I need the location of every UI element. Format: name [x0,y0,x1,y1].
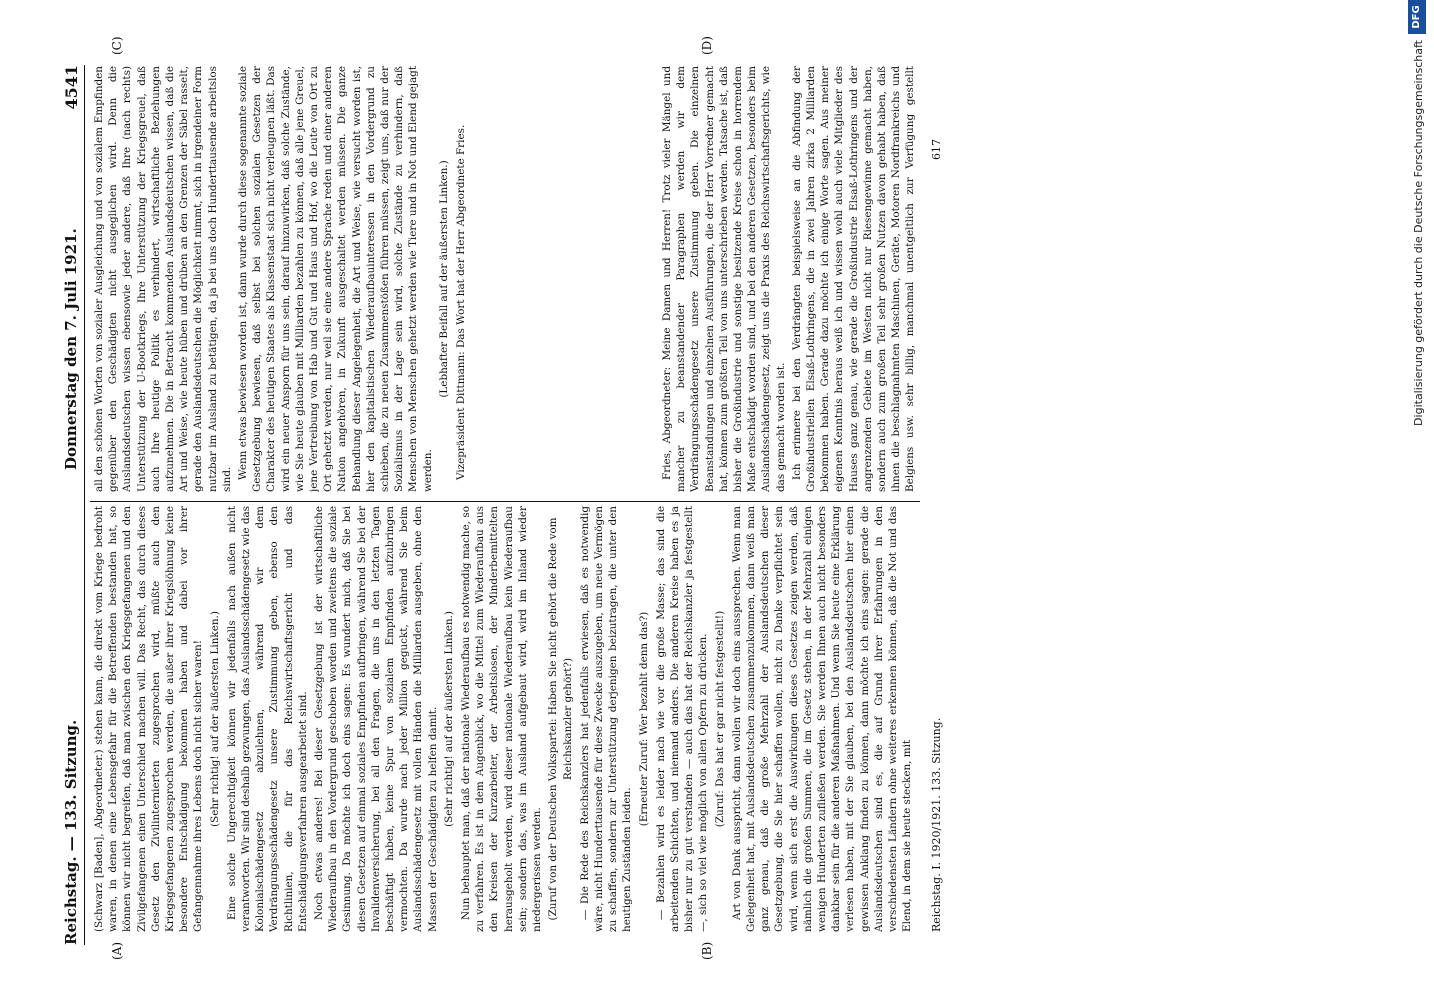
paragraph: Noch etwas anderes! Bei dieser Gesetzgebung ist der wirtschaftliche Wiederaufbau in den Vordergrund geschoben worden und zweitens die soziale Gesinnung. Da möchte ich doch eins sagen: Es wundert mich, daß Sie bei diesen Gesetzen auf einmal soziales Empfinden aufbringen, während Sie bei der Invalidenversicherung, bei all den Fragen, die uns in den letzten Tagen beschäftigt haben, keine Spur von sozialem Empfinden aufzubringen vermochten. Da wurde nach jeder Million geguckt, während Sie beim Auslandsschädengesetz mit vollen Händen die Milliarden ausgeben, ohne den Massen der Geschädigten zu helfen damit. [313,506,439,932]
header-session: Reichstag. — 133. Sitzung. [62,719,80,945]
paragraph: Wenn etwas bewiesen worden ist, dann wurde durch diese sogenannte soziale Gesetzgebung bewiesen, daß selbst bei solchen sozialen Gesetzen der Charakter des heutigen Staates als Klassenstaat sich nicht verleugnen läßt. Das wird ein neuer Ansporn für uns sein, darauf hinzuwirken, daß solche Zustände, wie Sie heute glauben mit Milliarden bezahlen zu können, daß alle jene Greuel, jene Vertreibung von Hab und Gut und Haus und Hof, wo die Leute von Ort zu Ort gehetzt werden, nur weil sie eine andere Sprache reden und einer anderen Nation angehören, in Zukunft ausgeschaltet werden müssen. Die ganze Behandlung dieser Angelegenheit, die Art und Weise, wie versucht worden ist, hier den kapitalistischen Wiederaufbauinteressen in den Vordergrund zu schieben, die zu neuen Zusammenstößen führen müssen, zeigt uns, daß nur der Sozialismus in der Lage sein wird, solche Zustände zu verhindern, daß Menschen von Menschen gehetzt werden wie Tiere und in Not und Elend gejagt werden. [237,66,434,492]
footer-left: Reichstag. I. 1920/1921. 133. Sitzung. [930,717,943,932]
interjection: (Erneuter Zuruf: Wer bezahlt denn das?) [637,611,650,827]
right-column-lower [660,66,920,492]
interjection: (Sehr richtig! auf der äußersten Linken.) [208,611,221,827]
header-date: Donnerstag den 7. Juli 1921. [62,228,80,470]
left-column [92,506,922,932]
footer-page-number: 617 [930,139,943,160]
paragraph: Art von Dank ausspricht, dann wollen wir doch eins aussprechen. Wenn man Gelegenheit hat, mit Auslandsdeutschen zusammenzukommen, dann weiß man ganz genau, daß die große Mehrzahl der Auslandsdeutschen dieser Gesetzgebung, die Sie hier schaffen wollen, nicht zu Danke verpflichtet sein wird, wenn sich erst die Auswirkungen dieses Gesetzes zeigen werden, daß nämlich die großen Summen, die im Gesetz stehen, in der Mehrzahl einigen wenigen Hunderten zufließen werden. Sie werden Ihnen auch nicht besonders dankbar sein für die anderen Maßnahmen. Und wenn Sie heute eine Erklärung verlesen haben, mit der Sie glauben, bei den Auslandsdeutschen hier einen gewissen Anklang finden zu können, dann möchte ich eins sagen: gerade die Auslandsdeutschen sind es, die auf Grund ihrer Erfahrungen in den verschiedensten Ländern ohne weiteres erkennen können, daß die Not und das Elend, in dem sie heute stecken, mit [730,506,914,932]
right-column-upper [92,66,652,492]
paragraph: Nun behauptet man, daß der nationale Wiederaufbau es notwendig mache, so zu verfahren. Es ist in dem Augenblick, wo die Mittel zum Wiederaufbau aus den Kreisen der Kurzarbeiter, der Arbeitslosen, der Minderbemittelten herausgeholt werden, wird dieser nationale Wiederaufbau kein Wiederaufbau sein; sondern das, was im Ausland aufgebaut wird, wird im Inland wieder niedergerissen werden. [460,506,544,932]
paragraph: (Schwarz [Baden], Abgeordneter.) stehen kann, die direkt vom Kriege bedroht waren, in denen eine Lebensgefahr für die Betreffenden bestanden hat, so können wir nicht begreifen, daß man zwischen den Kriegsgefangenen und den Zivilgefangenen einen Unterschied machen will. Das Recht, das durch dieses Gesetz den Zivilinternierten zugesprochen wird, müßte auch den Kriegsgefangenen zugesprochen werden, die außer ihrer Kriegslöhnung keine besondere Entschädigung bekommen haben und dabei vor ihrer Gefangennahme ihres Lebens doch nicht sicher waren! [93,506,205,932]
running-head [62,65,82,945]
header-rule [84,65,85,945]
interjection: (Zuruf: Das hat er gar nicht festgestellt!) [713,610,726,828]
digitization-strip [1398,0,1434,1000]
paragraph: Vizepräsident Dittmann: Das Wort hat der Herr Abgeordnete Fries. [455,124,468,480]
interjection: (Sehr richtig! auf der äußersten Linken.) [442,611,455,827]
interjection: (Lebhafter Beifall auf der äußersten Linken.) [437,160,450,398]
paragraph: Eine solche Ungerechtigkeit können wir jedenfalls nach außen nicht verantworten. Wir sind deshalb gezwungen, das Auslandsschädengesetz wie das Kolonialschädengesetz abzulehnen, während wir dem Verdrängungsschädengesetz unsere Zustimmung geben, ebenso den Richtlinien, die für das Reichswirtschaftsgericht und das Entschädigungsverfahren ausgearbeitet sind. [225,506,309,932]
margin-mark-d: (D) [700,36,714,55]
paragraph: — Die Rede des Reichskanzlers hat jedenfalls erwiesen, daß es notwendig wäre, nicht Hunderttausende für diese Zwecke auszugeben, um neue Vermögen zu schaffen, sondern zur Unterstützung derjenigen beizutragen, die unter den heutigen Zuständen leiden. [578,506,634,932]
paragraph: Ich erinnere bei den Verdrängten beispielsweise an die Abfindung der Großindustriellen Elsaß-Lothringens, die in zwei Jahren zirka 2 Milliarden bekommen haben. Gerade dazu möchte ich einige Worte sagen. Aus meiner eigenen Kenntnis heraus weiß ich und wissen wohl auch viele Mitglieder des Hauses ganz genau, wie gerade die Großindustrie Elsaß-Lothringens und der angrenzenden Gebiete im Westen nicht nur Riesengewinne gemacht haben, sondern auch zum großen Teil sehr großen Nutzen davon gehabt haben, daß ihnen die beschlagnahmten Maschinen, Geräte, Motoren Nordfrankreichs und Belgiens usw. sehr billig, manchmal unentgeltlich zur Verfügung gestellt [790,66,917,492]
paragraph: — Bezahlen wird es leider nach wie vor die große Masse; das sind die arbeitenden Schichten, und niemand anders. Die anderen Kreise haben es ja bisher nur zu gut verstanden — auch das hat der Reichskanzler ja festgestellt —, sich so viel wie möglich von allen Opfern zu drücken. [654,506,710,932]
header-page-number: 4541 [62,65,81,110]
margin-mark-c: (C) [110,36,124,55]
margin-mark-b: (B) [700,941,714,960]
digitization-notice: Digitalisierung gefördert durch die Deutsche Forschungsgemeinschaft [1412,40,1425,426]
dfg-logo: DFG [1408,0,1426,34]
paragraph: Fries, Abgeordneter: Meine Damen und Herren! Trotz vieler Mängel und mancher zu beanstandender Paragraphen werden wir dem Verdrängungsschädengesetz unsere Zustimmung geben. Die einzelnen Beanstandungen und einzelnen Ausführungen, die der Herr Vorredner gemacht hat, können zum größten Teil von uns unterschrieben werden. Tatsache ist, daß bisher die Großindustrie und sonstige besitzende Kreise schon in horrendem Maße entschädigt worden sind, und bei den anderen Gesetzen, besonders beim Auslandsschädengesetz, zeigt uns die Praxis des Reichswirtschaftsgerichts, wie das gemacht worden ist. [661,66,787,492]
paragraph: all den schönen Worten von sozialer Ausgleichung und von sozialem Empfinden gegenüber den Geschädigten nicht ausgeglichen wird. Denn die Auslandsdeutschen wissen ebensowie jeder andere, daß Ihre (nach rechts) Unterstützung der U-Bootkriegs, Ihre Unterstützung der Kriegsgreuel, daß auch Ihre heutige Politik es verhindert, wirtschaftliche Beziehungen aufzunehmen. Die in Betracht kommenden Auslandsdeutschen wissen, daß die Art und Weise, wie heute hüben und drüben an den Grenzen der Säbel rasselt, gerade den Auslandsdeutschen die Möglichkeit nimmt, sich in irgendeiner Form nutzbar im Ausland zu betätigen, da ja bei uns doch Hunderttausende arbeitslos sind. [93,66,233,492]
column-divider [90,501,920,502]
interjection: (Zuruf von der Deutschen Volkspartei: Haben Sie nicht gehört die Rede vom Reichskanzler gehört?) [547,517,574,921]
margin-mark-a: (A) [110,941,124,960]
